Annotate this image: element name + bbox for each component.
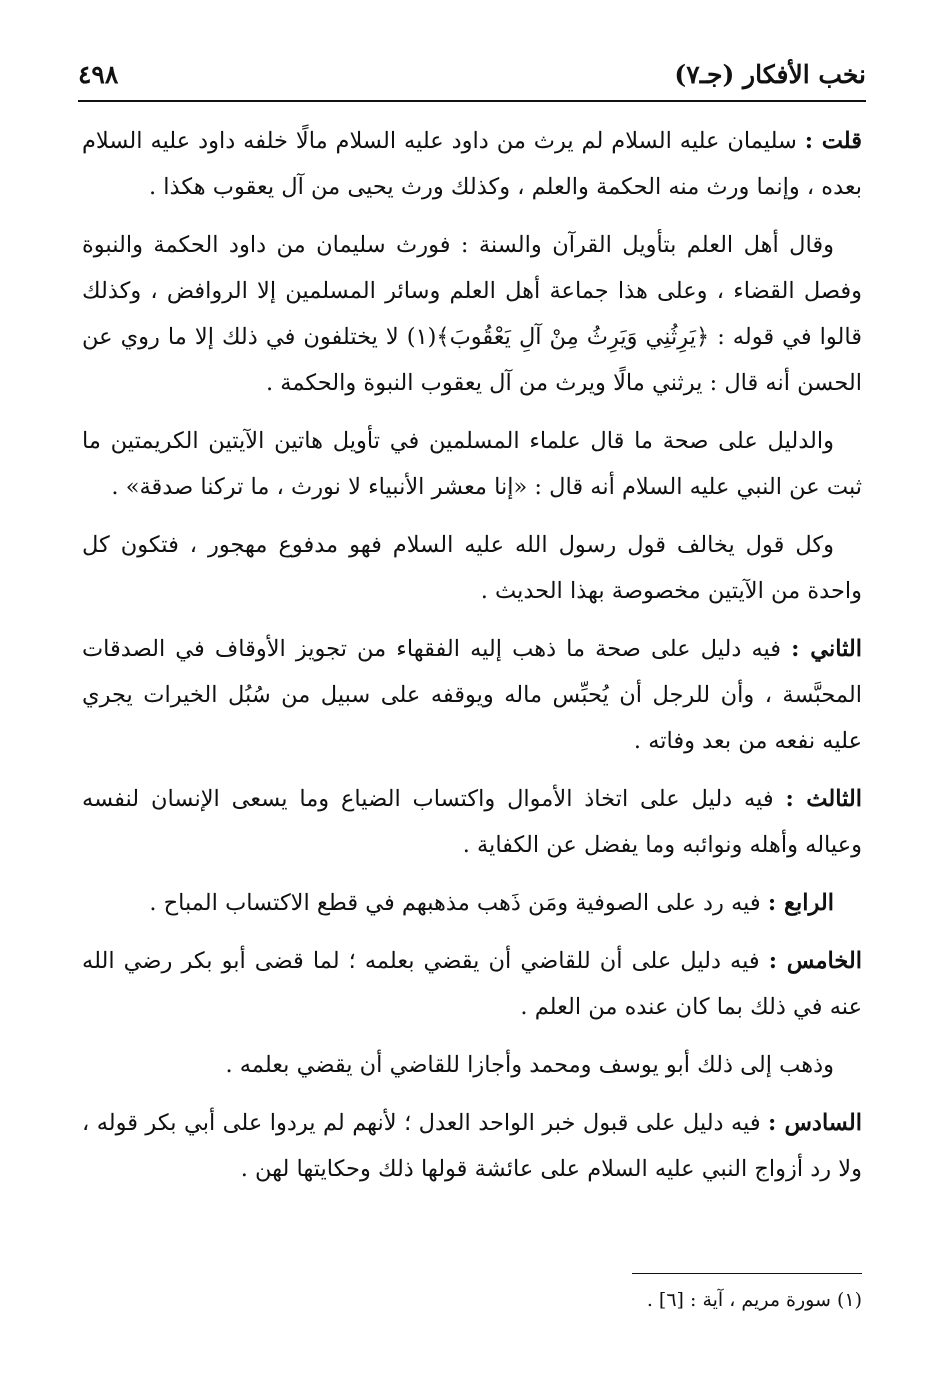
- footnote-rule: [632, 1273, 862, 1274]
- header-rule: [78, 100, 866, 102]
- page-header: [78, 52, 866, 96]
- main-text: [82, 118, 862, 1204]
- paragraph-8: [82, 938, 862, 1030]
- paragraph-7: [82, 880, 862, 926]
- paragraph-10: [82, 1100, 862, 1192]
- paragraph-2: [82, 222, 862, 406]
- paragraph-3: [82, 418, 862, 510]
- paragraph-text: سليمان عليه السلام لم يرث من داود عليه السلام مالًا خلفه داود عليه السلام بعده ، وإنما ورث منه الحكمة والعلم ، وكذلك ورث يحيى من آل يعقوب هكذا .: [82, 128, 862, 200]
- paragraph-4: [82, 522, 862, 614]
- book-title: نخب الأفكار (جـ٧): [674, 59, 866, 89]
- paragraph-lead: قلت :: [804, 128, 862, 154]
- paragraph-text: وذهب إلى ذلك أبو يوسف ومحمد وأجازا للقاضي أن يقضي بعلمه .: [225, 1052, 834, 1078]
- paragraph-5: [82, 626, 862, 764]
- paragraph-text: فيه رد على الصوفية ومَن ذَهب مذهبهم في قطع الاكتساب المباح .: [149, 890, 768, 916]
- paragraph-lead: الثالث :: [785, 786, 862, 812]
- paragraph-9: [82, 1042, 862, 1088]
- paragraph-text: والدليل على صحة ما قال علماء المسلمين في تأويل هاتين الآيتين الكريمتين ما ثبت عن النبي عليه السلام أنه قال : «إنا معشر الأنبياء لا نورث ، ما تركنا صدقة» .: [82, 428, 862, 500]
- paragraph-text: فيه دليل على صحة ما ذهب إليه الفقهاء من تجويز الأوقاف في الصدقات المحبَّسة ، وأن للرجل أن يُحبِّس ماله ويوقفه على سبيل من سُبُل الخيرات يجري عليه نفعه من بعد وفاته .: [82, 636, 862, 754]
- footnote: (١) سورة مريم ، آية : [٦] .: [646, 1289, 862, 1311]
- paragraph-text: وقال أهل العلم بتأويل القرآن والسنة : فورث سليمان من داود الحكمة والنبوة وفصل القضاء ، وعلى هذا جماعة أهل العلم وسائر المسلمين إلا الروافض ، وكذلك قالوا في قوله : ﴿يَرِثُنِي وَيَرِثُ مِنْ آلِ يَعْقُوبَ﴾(١) لا يختلفون في ذلك إلا ما روي عن الحسن أنه قال : يرثني مالًا ويرث من آل يعقوب النبوة والحكمة .: [82, 232, 862, 396]
- paragraph-1: [82, 118, 862, 210]
- page-number: ٤٩٨: [78, 59, 119, 89]
- paragraph-lead: السادس :: [768, 1110, 862, 1136]
- paragraph-text: وكل قول يخالف قول رسول الله عليه السلام فهو مدفوع مهجور ، فتكون كل واحدة من الآيتين مخصوصة بهذا الحديث .: [82, 532, 862, 604]
- paragraph-6: [82, 776, 862, 868]
- paragraph-lead: الرابع :: [767, 890, 834, 916]
- paragraph-lead: الخامس :: [768, 948, 862, 974]
- paragraph-text: فيه دليل على اتخاذ الأموال واكتساب الضياع وما يسعى الإنسان لنفسه وعياله وأهله ونوائبه وما يفضل عن الكفاية .: [82, 786, 862, 858]
- paragraph-text: فيه دليل على أن للقاضي أن يقضي بعلمه ؛ لما قضى أبو بكر رضي الله عنه في ذلك بما كان عنده من العلم .: [82, 948, 862, 1020]
- paragraph-lead: الثاني :: [791, 636, 862, 662]
- paragraph-text: فيه دليل على قبول خبر الواحد العدل ؛ لأنهم لم يردوا على أبي بكر قوله ، ولا رد أزواج النبي عليه السلام على عائشة قولها ذلك وحكايتها لهن .: [82, 1110, 862, 1182]
